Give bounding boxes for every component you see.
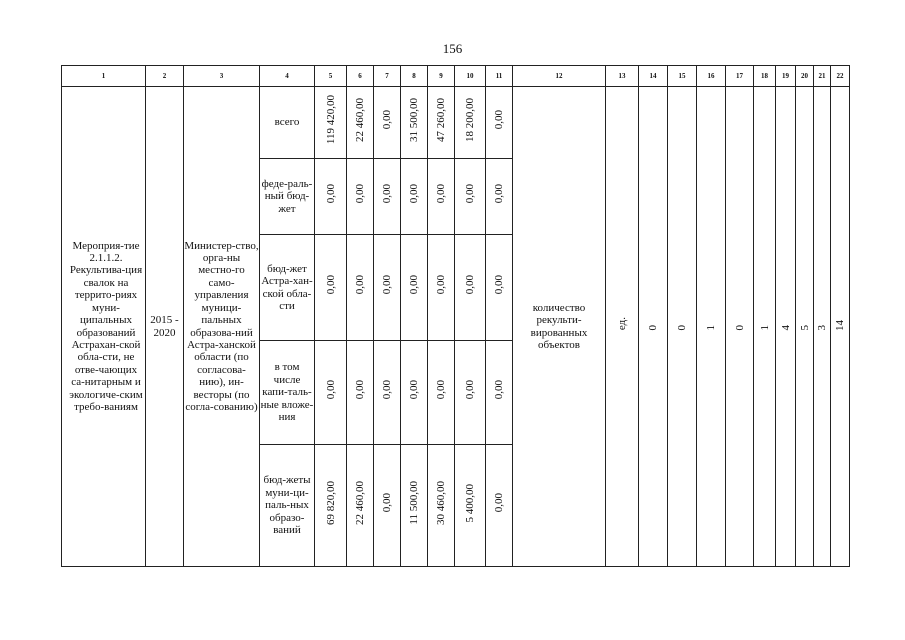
- funding-value: 0,00: [347, 341, 374, 445]
- indicator-value: 1: [754, 87, 776, 567]
- funding-source: феде-раль-ный бюд-жет: [260, 159, 315, 235]
- funding-value: 47 260,00: [428, 87, 455, 159]
- col-num: 22: [831, 66, 850, 87]
- indicator-value: 3: [814, 87, 831, 567]
- indicator-value: 0: [726, 87, 754, 567]
- col-num: 12: [513, 66, 606, 87]
- funding-value: 0,00: [455, 235, 486, 341]
- funding-value: 22 460,00: [347, 87, 374, 159]
- funding-value: 0,00: [455, 159, 486, 235]
- funding-source: всего: [260, 87, 315, 159]
- event-name: Мероприя-тие 2.1.1.2. Рекультива-ция свалок на террито-риях муни-ципальных образований Астрахан-ской обла-сти, не отве-чающих са-нитарным и экологиче-ским требо-ваниям: [62, 87, 146, 567]
- funding-value: 0,00: [401, 235, 428, 341]
- col-num: 2: [146, 66, 184, 87]
- funding-value: 0,00: [401, 159, 428, 235]
- col-num: 4: [260, 66, 315, 87]
- col-num: 3: [184, 66, 260, 87]
- funding-value: 0,00: [401, 341, 428, 445]
- indicator-value: 0: [639, 87, 668, 567]
- col-num: 1: [62, 66, 146, 87]
- funding-value: 18 200,00: [455, 87, 486, 159]
- col-num: 10: [455, 66, 486, 87]
- funding-value: 0,00: [486, 445, 513, 567]
- indicator-value: 14: [831, 87, 850, 567]
- funding-value: 0,00: [428, 235, 455, 341]
- page-number: 156: [442, 41, 463, 56]
- funding-value: 0,00: [374, 159, 401, 235]
- indicator-value: 4: [776, 87, 796, 567]
- col-num: 6: [347, 66, 374, 87]
- col-num: 5: [315, 66, 347, 87]
- program-table: [61, 65, 850, 567]
- col-num: 21: [814, 66, 831, 87]
- event-period: 2015 - 2020: [146, 87, 184, 567]
- funding-value: 0,00: [315, 159, 347, 235]
- funding-value: 0,00: [428, 159, 455, 235]
- col-num: 17: [726, 66, 754, 87]
- col-num: 20: [796, 66, 814, 87]
- funding-value: 0,00: [486, 159, 513, 235]
- col-num: 13: [606, 66, 639, 87]
- funding-value: 0,00: [347, 235, 374, 341]
- funding-value: 0,00: [428, 341, 455, 445]
- funding-value: 0,00: [347, 159, 374, 235]
- funding-value: 0,00: [455, 341, 486, 445]
- indicator-name: количество рекульти-вированных объектов: [513, 87, 606, 567]
- funding-value: 31 500,00: [401, 87, 428, 159]
- funding-value: 0,00: [486, 341, 513, 445]
- funding-value: 69 820,00: [315, 445, 347, 567]
- funding-source: бюд-жеты муни-ци-паль-ных образо-ваний: [260, 445, 315, 567]
- funding-value: 0,00: [374, 235, 401, 341]
- column-number-row: [62, 66, 850, 87]
- indicator-value: 1: [697, 87, 726, 567]
- indicator-unit: ед.: [606, 87, 639, 567]
- col-num: 7: [374, 66, 401, 87]
- funding-value: 5 400,00: [455, 445, 486, 567]
- col-num: 14: [639, 66, 668, 87]
- funding-source: бюд-жет Астра-хан-ской обла-сти: [260, 235, 315, 341]
- col-num: 19: [776, 66, 796, 87]
- col-num: 8: [401, 66, 428, 87]
- funding-value: 119 420,00: [315, 87, 347, 159]
- col-num: 18: [754, 66, 776, 87]
- col-num: 15: [668, 66, 697, 87]
- funding-value: 11 500,00: [401, 445, 428, 567]
- col-num: 9: [428, 66, 455, 87]
- funding-value: 30 460,00: [428, 445, 455, 567]
- funding-value: 22 460,00: [347, 445, 374, 567]
- funding-value: 0,00: [315, 235, 347, 341]
- indicator-value: 5: [796, 87, 814, 567]
- funding-source: в том числе капи-таль-ные вложе-ния: [260, 341, 315, 445]
- funding-value: 0,00: [374, 341, 401, 445]
- col-num: 16: [697, 66, 726, 87]
- event-executor: Министер-ство, орга-ны местно-го само-управления муници-пальных образова-ний Астра-ханской области (по согласова-нию), ин-весторы (по согла-сованию): [184, 87, 260, 567]
- funding-value: 0,00: [374, 87, 401, 159]
- funding-row-total: [62, 87, 850, 159]
- funding-value: 0,00: [486, 87, 513, 159]
- funding-value: 0,00: [374, 445, 401, 567]
- funding-value: 0,00: [486, 235, 513, 341]
- col-num: 11: [486, 66, 513, 87]
- funding-value: 0,00: [315, 341, 347, 445]
- indicator-value: 0: [668, 87, 697, 567]
